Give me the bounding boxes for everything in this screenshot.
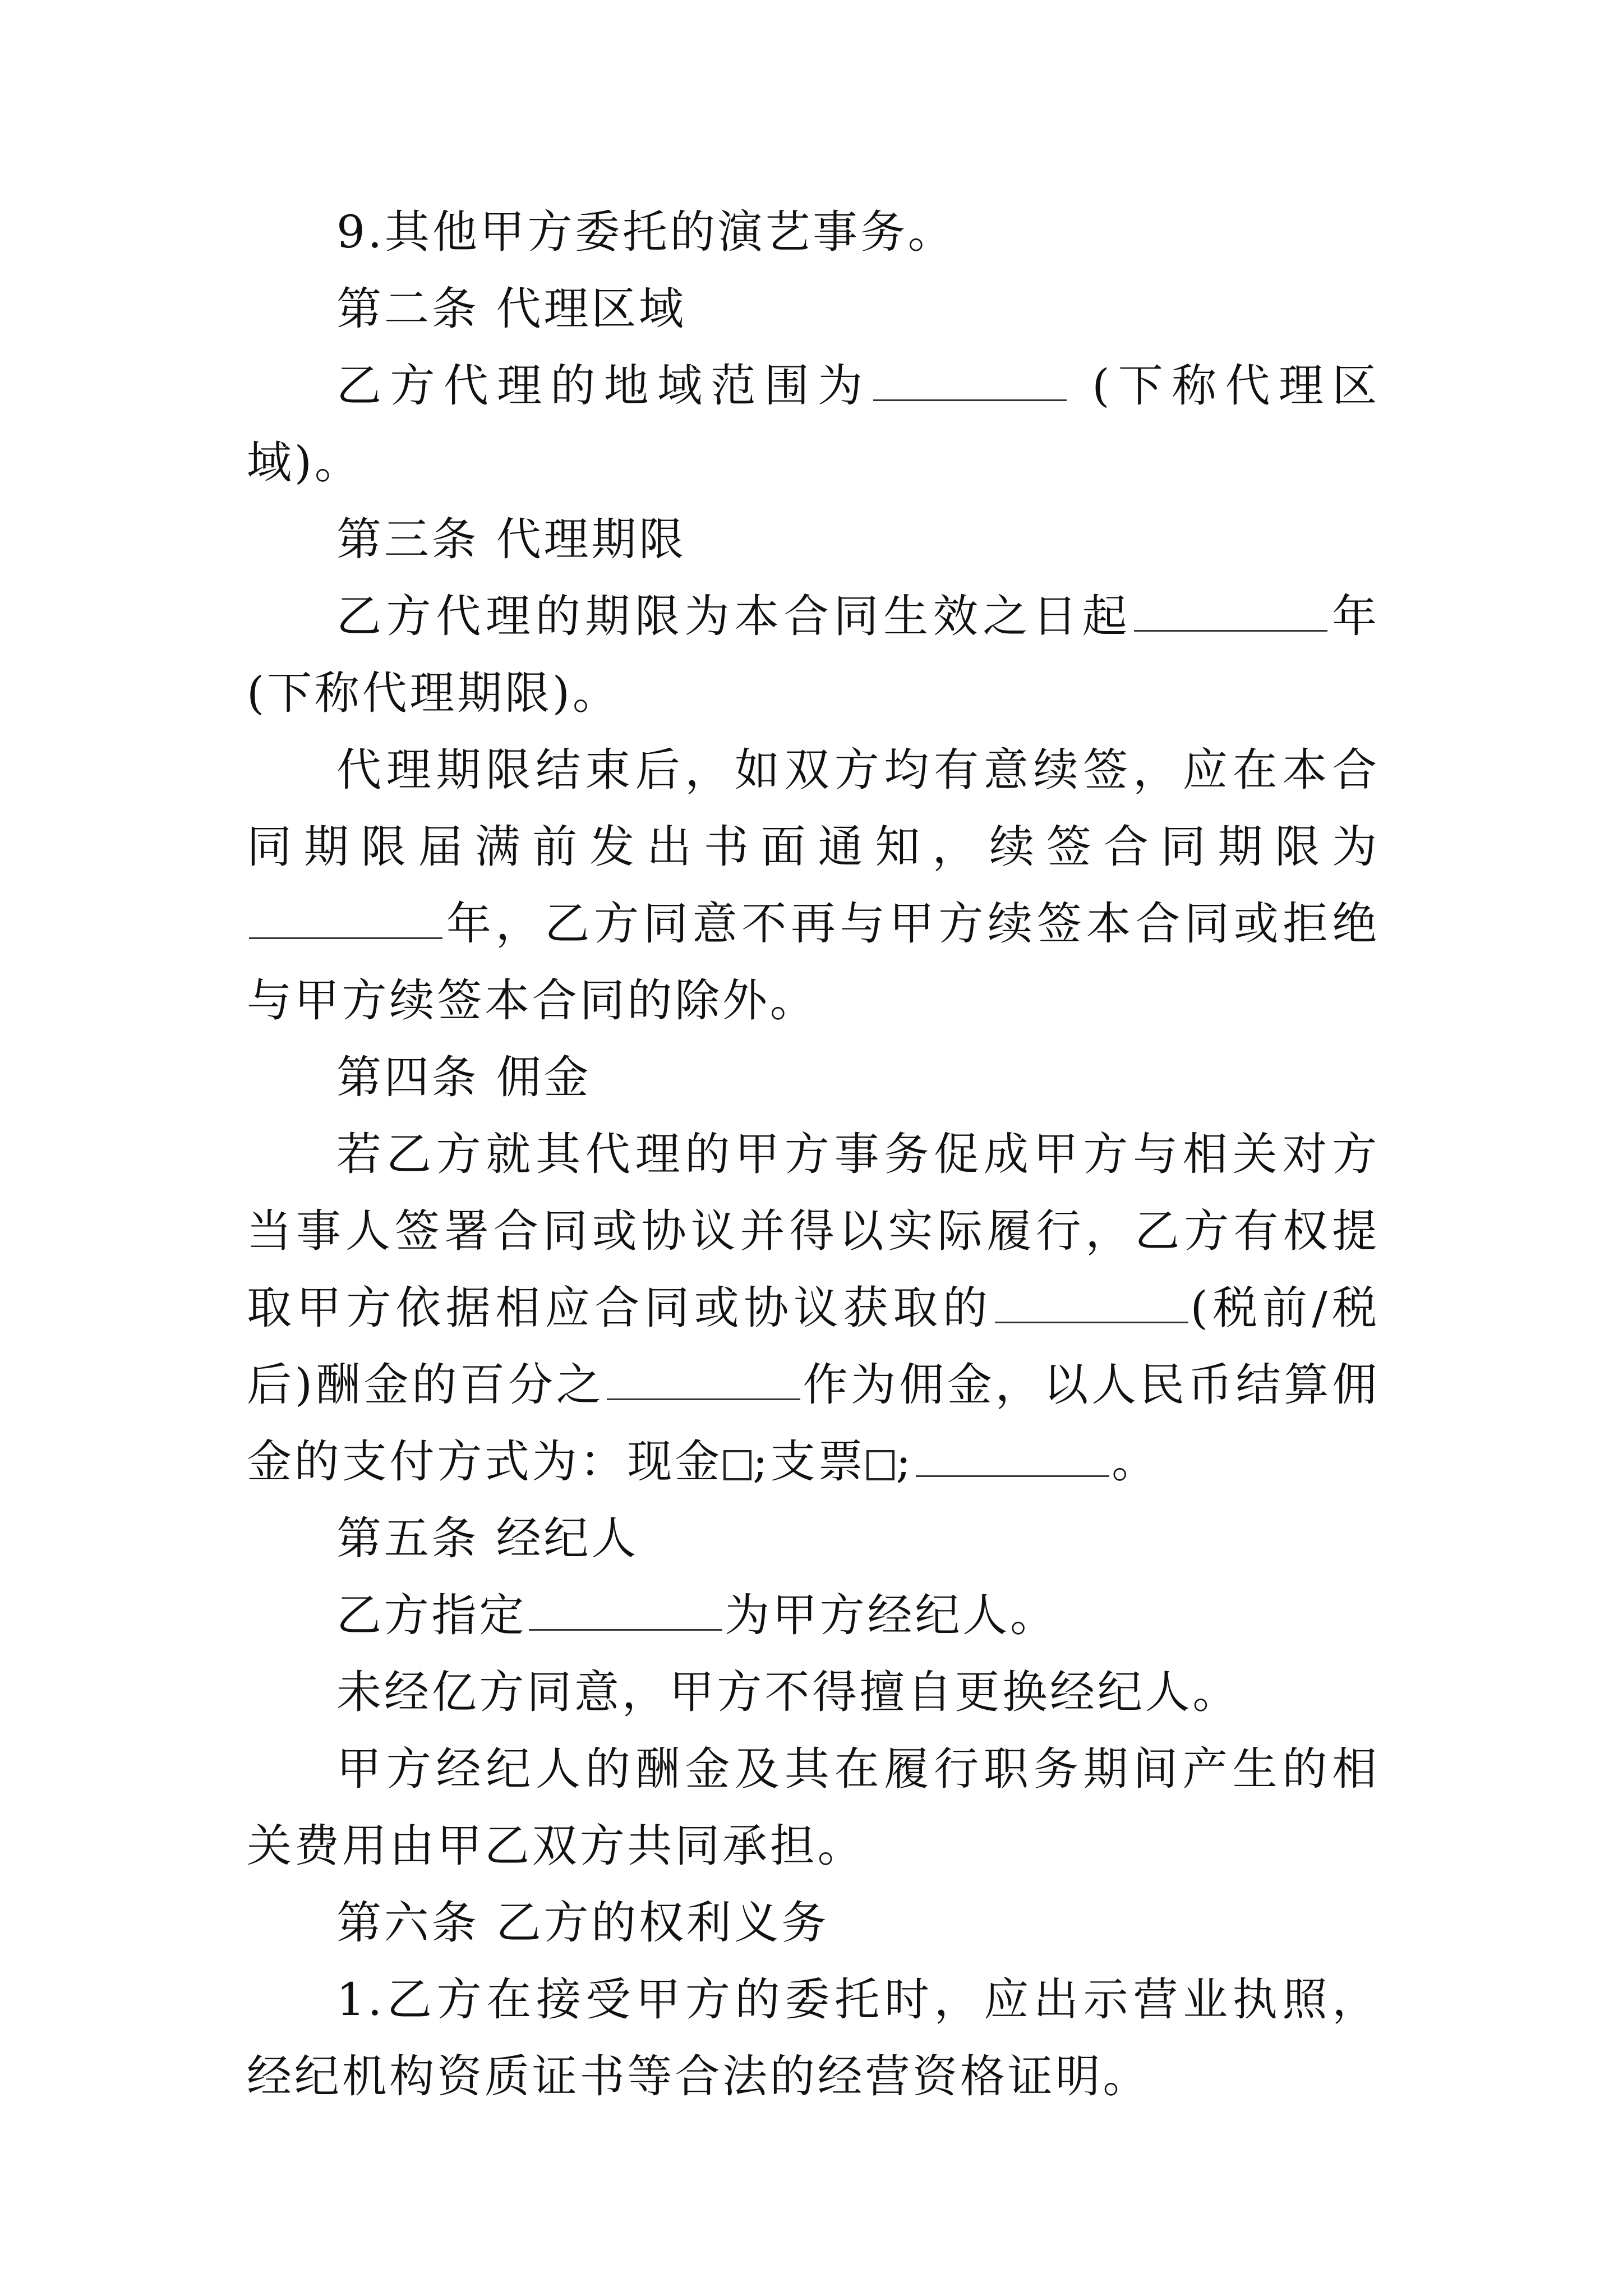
fee-basis-blank [995,1322,1188,1323]
article-3-term-paragraph: 乙方代理的期限为本合同生效之日起 年(下称代理期限)。 [247,590,1380,719]
article-6-item-1: 1.乙方在接受甲方的委托时，应出示营业执照，经纪机构资质证书等合法的经营资格证明。 [247,1973,1380,2102]
article-3-heading: 第三条 代理期限 [336,513,686,565]
agency-region-blank [873,399,1067,401]
article-5-paragraph-3: 甲方经纪人的酬金及其在履行职务期间产生的相关费用由甲乙双方共同承担。 [247,1743,1380,1872]
article-2-heading: 第二条 代理区域 [336,283,686,335]
renewal-term-years-blank [249,937,442,939]
clause-9-paragraph: 9.其他甲方委托的演艺事务。 [336,206,956,258]
article-2-paragraph: 乙方代理的地域范围为 (下称代理区域)。 [247,360,1380,489]
document-body [247,194,1380,2115]
cash-checkbox[interactable] [723,1450,751,1480]
article-5-heading: 第五条 经纪人 [336,1512,639,1565]
commission-percent-blank [607,1398,800,1400]
agency-term-years-blank [1134,630,1327,632]
article-5-paragraph-2: 未经亿方同意，甲方不得擅自更换经纪人。 [336,1666,1241,1718]
article-6-heading: 第六条 乙方的权利义务 [336,1897,829,1949]
article-5-paragraph: 乙方指定 为甲方经纪人。 [336,1589,1058,1641]
article-4-paragraph: 若乙方就其代理的甲方事务促成甲方与相关对方当事人签署合同或协议并得以实际履行，乙方有权提取甲方依据相应合同或协议获取的 (税前/税后)酬金的百分之 作为佣金，以人民币结算佣金的支付方式为：现金 ;支票 ; 。 [247,1128,1380,1488]
article-4-heading: 第四条 佣金 [336,1051,592,1103]
cheque-checkbox[interactable] [866,1450,895,1480]
agent-name-blank [529,1629,722,1631]
other-payment-blank [916,1475,1109,1477]
article-3-renewal-paragraph: 代理期限结束后，如双方均有意续签，应在本合同期限届满前发出书面通知，续签合同期限为年，乙方同意不再与甲方续签本合同或拒绝与甲方续签本合同的除外。 [247,744,1380,1027]
